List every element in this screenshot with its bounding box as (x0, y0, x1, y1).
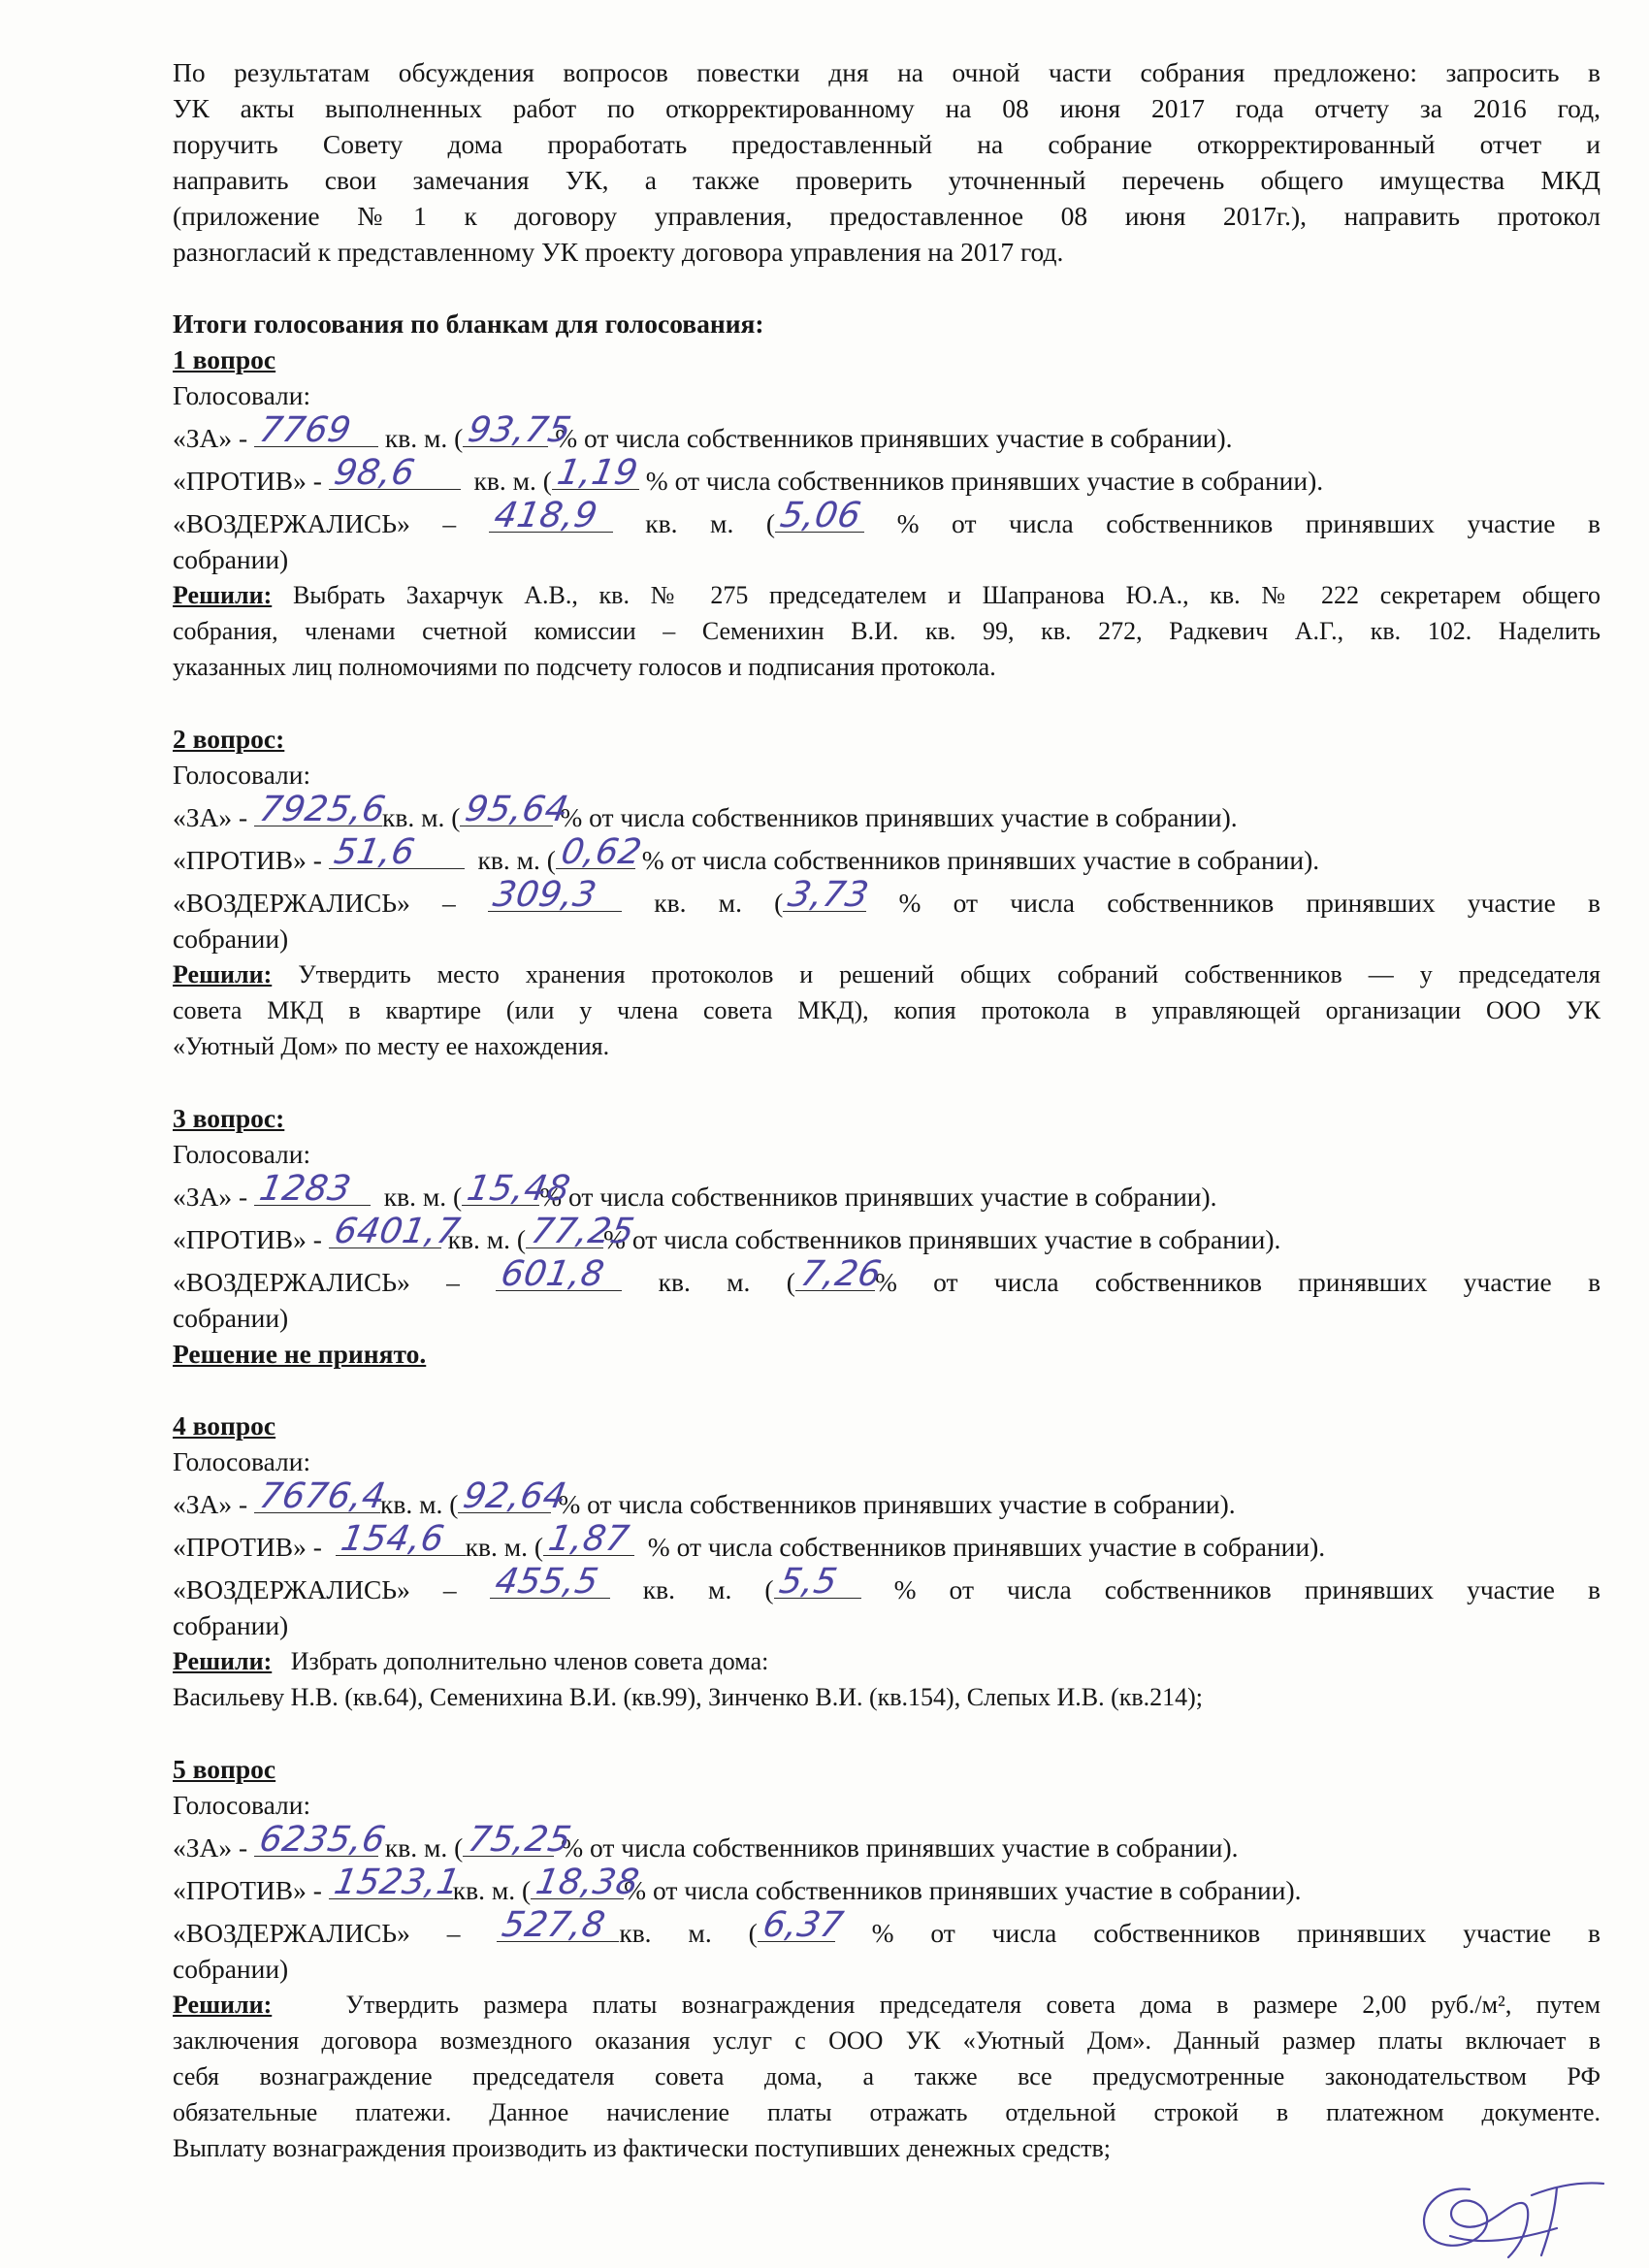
decision-line: себя вознаграждение председателя совета дома, а также все предусмотренные законодательством РФ (173, 2062, 1600, 2090)
vote-against-pct: 18,38 (533, 1863, 643, 1902)
vote-abstained-sqm: 309,3 (490, 875, 600, 915)
question-title: 1 вопрос (173, 344, 276, 374)
decision-line: обязательные платежи. Данное начисление платы отражать отдельной строкой в платежном документе. (173, 2098, 1600, 2126)
vote-abstained-sqm: 455,5 (492, 1562, 601, 1602)
decision-line: Решили: Избрать дополнительно членов совета дома: (173, 1647, 769, 1675)
decision-line: заключения договора возмездного оказания услуг с ООО УК «Уютный Дом». Данный размер платы включает в (173, 2026, 1600, 2055)
vote-against-sqm: 51,6 (331, 832, 418, 872)
question-2 (173, 721, 1600, 1064)
vote-against-sqm: 98,6 (331, 453, 418, 493)
vote-against-line: «ПРОТИВ» - 1523,1 кв. м. ( 18,38 % от числа собственников принявших участие в собрании). (173, 1863, 1302, 1905)
vote-abstained-pct: 3,73 (785, 875, 873, 915)
vote-abstained-sqm: 527,8 (499, 1905, 609, 1945)
intro-line: УК акты выполненных работ по откорректированному на 08 июня 2017 года отчету за 2016 год, (173, 93, 1600, 123)
vote-for-pct: 93,75 (465, 410, 575, 450)
vote-against-line: «ПРОТИВ» - 98,6 кв. м. ( 1,19 % от числа собственников принявших участие в собрании). (173, 453, 1324, 496)
vote-abstained-line: «ВОЗДЕРЖАЛИСЬ» – 527,8 кв. м. ( 6,37 % от числа собственников принявших участие в (173, 1905, 1600, 1948)
decided-label: Решили: (173, 1991, 273, 2019)
decided-label: Решили: (173, 960, 273, 988)
vote-abstained-line: «ВОЗДЕРЖАЛИСЬ» – 418,9 кв. м. ( 5,06 % от числа собственников принявших участие в (173, 496, 1601, 538)
decision-line: указанных лиц полномочиями по подсчету голосов и подписания протокола. (173, 653, 996, 681)
vote-abstained-line: «ВОЗДЕРЖАЛИСЬ» – 455,5 кв. м. ( 5,5 % от числа собственников принявших участие в (173, 1562, 1601, 1604)
question-4 (173, 1408, 1600, 1715)
vote-abstained-line: «ВОЗДЕРЖАЛИСЬ» – 601,8 кв. м. ( 7,26 % от числа собственников принявших участие в (173, 1254, 1601, 1297)
intro-line: По результатам обсуждения вопросов повестки дня на очной части собрания предложено: запросить в (173, 57, 1600, 87)
vote-abstained-pct: 5,5 (775, 1562, 840, 1602)
decision-line: «Уютный Дом» по месту ее нахождения. (173, 1032, 610, 1060)
voted-label: Голосовали: (173, 1790, 311, 1820)
question-3 (173, 1100, 1600, 1372)
vote-for-pct: 95,64 (462, 790, 572, 829)
meeting-close: собрании) (173, 544, 289, 574)
vote-abstained-pct: 5,06 (777, 496, 864, 535)
vote-abstained-line: «ВОЗДЕРЖАЛИСЬ» – 309,3 кв. м. ( 3,73 % от числа собственников принявших участие в (173, 875, 1600, 918)
question-title: 5 вопрос (173, 1754, 276, 1784)
meeting-close: собрании) (173, 1610, 289, 1640)
question-5 (173, 1751, 1600, 2166)
vote-for-pct: 75,25 (465, 1820, 575, 1860)
voted-label: Голосовали: (173, 1446, 311, 1476)
vote-for-pct: 92,64 (460, 1476, 570, 1516)
meeting-close: собрании) (173, 1303, 289, 1333)
vote-for-line: «ЗА» - 6235,6 кв. м. ( 75,25 % от числа собственников принявших участие в собрании). (173, 1820, 1239, 1863)
question-title: 3 вопрос: (173, 1103, 285, 1133)
document-body (173, 54, 1600, 2166)
vote-for-sqm: 7676,4 (256, 1476, 389, 1516)
vote-for-line: «ЗА» - 7925,6 кв. м. ( 95,64 % от числа собственников принявших участие в собрании). (173, 790, 1238, 832)
decision-line: Выплату вознаграждения производить из фактически поступивших денежных средств; (173, 2134, 1112, 2162)
voted-label: Голосовали: (173, 380, 311, 410)
vote-against-line: «ПРОТИВ» - 154,6 кв. м. ( 1,87 % от числа собственников принявших участие в собрании). (173, 1519, 1326, 1562)
vote-against-line: «ПРОТИВ» - 6401,7 кв. м. ( 77,25 % от числа собственников принявших участие в собрании). (173, 1212, 1281, 1254)
intro-paragraph (173, 54, 1600, 270)
signature (1411, 2168, 1615, 2260)
question-1 (173, 341, 1600, 685)
vote-against-pct: 0,62 (558, 832, 645, 872)
question-title: 2 вопрос: (173, 724, 285, 754)
vote-abstained-pct: 6,37 (760, 1905, 847, 1945)
intro-line: поручить Совету дома проработать предоставленный на собрание откорректированный отчет и (173, 129, 1600, 159)
vote-for-sqm: 6235,6 (256, 1820, 389, 1860)
intro-line: направить свои замечания УК, а также проверить уточненный перечень общего имущества МКД (173, 165, 1600, 195)
vote-against-pct: 77,25 (528, 1212, 638, 1251)
decision-line: Решили: Утвердить размера платы вознаграждения председателя совета дома в размере 2,00 руб./м², путем (173, 1991, 1601, 2019)
meeting-close: собрании) (173, 1954, 289, 1984)
vote-for-pct: 15,48 (464, 1169, 574, 1209)
decision-line: совета МКД в квартире (или у члена совета МКД), копия протокола в управляющей организации ООО УК (173, 996, 1600, 1024)
vote-abstained-pct: 7,26 (797, 1254, 885, 1294)
voted-label: Голосовали: (173, 1139, 311, 1169)
vote-for-line: «ЗА» - 7769 кв. м. ( 93,75 % от числа собственников принявших участие в собрании). (173, 410, 1233, 453)
vote-for-line: «ЗА» - 1283 кв. м. ( 15,48 % от числа собственников принявших участие в собрании). (173, 1169, 1217, 1212)
vote-for-sqm: 1283 (256, 1169, 355, 1209)
decision-line: Решили: Выбрать Захарчук А.В., кв. № 275 председателем и Шапранова Ю.А., кв. № 222 секретарем общего (173, 581, 1600, 609)
vote-abstained-sqm: 601,8 (498, 1254, 608, 1294)
results-heading: Итоги голосования по бланкам для голосования: (173, 308, 764, 339)
question-title: 4 вопрос (173, 1410, 276, 1441)
vote-against-line: «ПРОТИВ» - 51,6 кв. м. ( 0,62 % от числа собственников принявших участие в собрании). (173, 832, 1320, 875)
decision-line: Васильеву Н.В. (кв.64), Семенихина В.И. (кв.99), Зинченко В.И. (кв.154), Слепых И.В. (кв.214); (173, 1683, 1204, 1711)
vote-abstained-sqm: 418,9 (491, 496, 600, 535)
vote-for-line: «ЗА» - 7676,4 кв. м. ( 92,64 % от числа собственников принявших участие в собрании). (173, 1476, 1236, 1519)
vote-against-sqm: 154,6 (338, 1519, 447, 1559)
meeting-close: собрании) (173, 923, 289, 954)
vote-against-pct: 1,19 (554, 453, 641, 493)
vote-for-sqm: 7925,6 (256, 790, 389, 829)
vote-against-pct: 1,87 (545, 1519, 632, 1559)
voted-label: Голосовали: (173, 760, 311, 790)
vote-for-sqm: 7769 (256, 410, 355, 450)
intro-line: разногласий к представленному УК проекту договора управления на 2017 год. (173, 237, 1064, 267)
vote-against-sqm: 6401,7 (331, 1212, 464, 1251)
decision-line: собрания, членами счетной комиссии – Семенихин В.И. кв. 99, кв. 272, Радкевич А.Г., кв. 102. Наделить (173, 617, 1600, 645)
intro-line: (приложение №1 к договору управления, предоставленное 08 июня 2017г.), направить протокол (173, 201, 1600, 231)
vote-against-sqm: 1523,1 (331, 1863, 464, 1902)
decision-line: Решили: Утвердить место хранения протоколов и решений общих собраний собственников — у председателя (173, 960, 1600, 988)
decided-label: Решили: (173, 1647, 273, 1675)
decided-label: Решили: (173, 581, 273, 609)
decision-not-taken: Решение не принято. (173, 1339, 427, 1369)
